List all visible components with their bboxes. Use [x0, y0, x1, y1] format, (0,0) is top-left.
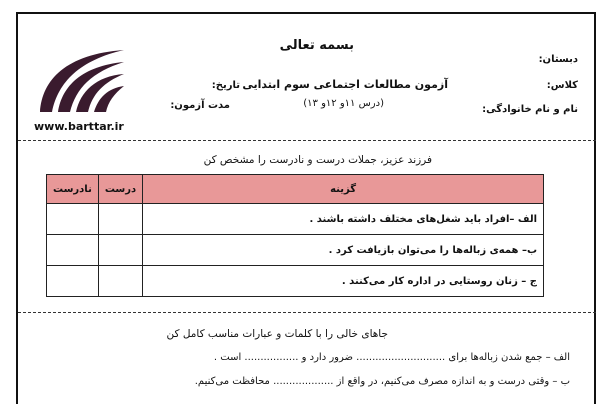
- wrong-answer-cell[interactable]: [47, 204, 99, 235]
- statement-cell: ج – زنان روستایی در اداره کار می‌کنند .: [143, 266, 544, 297]
- true-false-table: [46, 174, 544, 297]
- correct-answer-cell[interactable]: [98, 235, 142, 266]
- table-row: [47, 266, 544, 297]
- statement-cell: الف –افراد باید شغل‌های مختلف داشته باشند .: [143, 204, 544, 235]
- school-label: دبستان:: [538, 54, 578, 65]
- correct-answer-cell[interactable]: [98, 204, 142, 235]
- wrong-answer-cell[interactable]: [47, 266, 99, 297]
- section1-instruction: فرزند عزیز، جملات درست و نادرست را مشخص کن: [203, 154, 432, 166]
- section-divider: [18, 312, 596, 313]
- statement-cell: ب– همه‌ی زباله‌ها را می‌توان بازیافت کرد .: [143, 235, 544, 266]
- duration-label: مدت آزمون:: [170, 100, 230, 111]
- table-row: [47, 235, 544, 266]
- column-correct: درست: [98, 175, 142, 204]
- wrong-answer-cell[interactable]: [47, 235, 99, 266]
- section2-instruction: جاهای خالی را با کلمات و عبارات مناسب کامل کن: [166, 328, 388, 340]
- name-label: نام و نام خانوادگی:: [482, 104, 578, 115]
- barttar-logo-icon: [36, 46, 126, 116]
- website-url: www.barttar.ir: [34, 120, 124, 133]
- lessons-range: (درس ۱۱و ۱۲و ۱۳): [303, 98, 384, 109]
- correct-answer-cell[interactable]: [98, 266, 142, 297]
- table-header-row: [47, 175, 544, 204]
- column-option: گزینه: [143, 175, 544, 204]
- column-wrong: نادرست: [47, 175, 99, 204]
- basmala: بسمه تعالی: [279, 38, 354, 53]
- header-divider: [18, 140, 596, 141]
- class-label: کلاس:: [546, 80, 578, 91]
- table-row: [47, 204, 544, 235]
- fill-blank-item: الف – جمع شدن زباله‌ها برای ............................ ضرور دارد و ................. است .: [213, 352, 570, 363]
- date-label: تاریخ:: [211, 80, 240, 91]
- fill-blank-item: ب – وقتی درست و به اندازه مصرف می‌کنیم، در واقع از ................... محافظت می‌کنیم.: [194, 376, 570, 387]
- exam-title: آزمون مطالعات اجتماعی سوم ابتدایی: [242, 78, 448, 91]
